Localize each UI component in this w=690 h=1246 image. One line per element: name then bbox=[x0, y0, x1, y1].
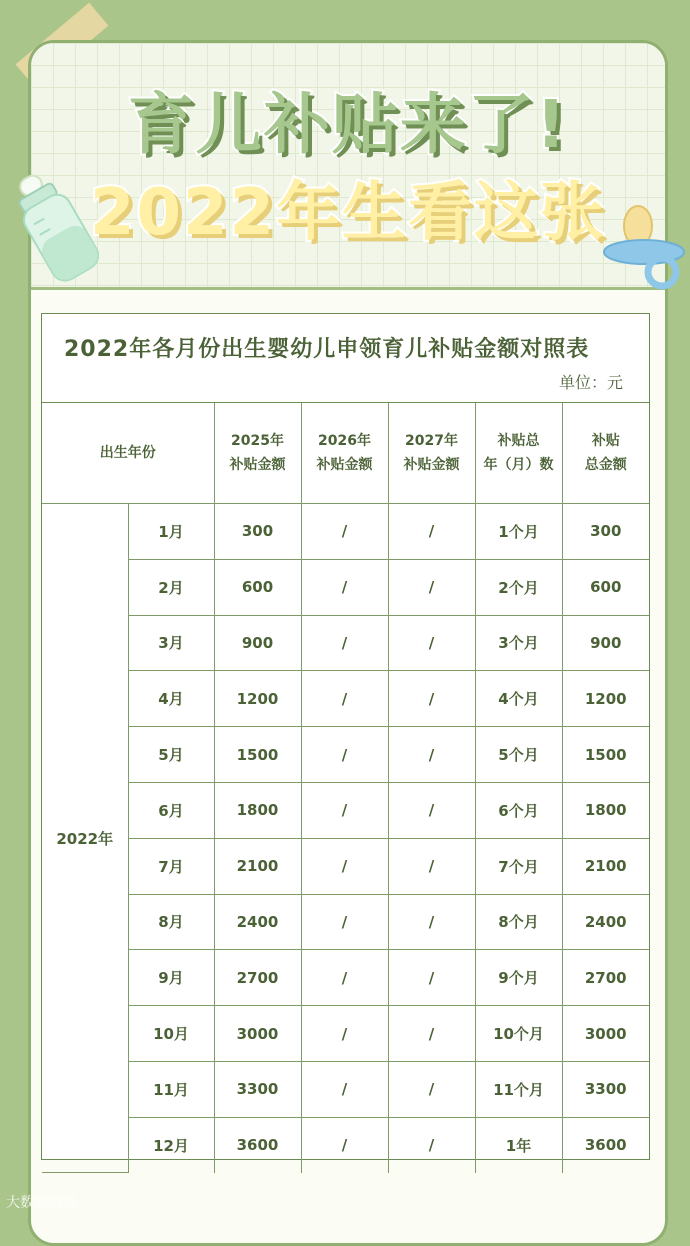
header-2026: 2026年 补贴金额 bbox=[301, 403, 388, 504]
amount-2027-cell: / bbox=[388, 782, 475, 838]
table-row bbox=[42, 1061, 649, 1117]
table-row bbox=[42, 950, 649, 1006]
amount-2027-cell: / bbox=[388, 504, 475, 560]
amount-2026-cell: / bbox=[301, 615, 388, 671]
month-cell: 8月 bbox=[128, 894, 214, 950]
amount-2027-cell: / bbox=[388, 1061, 475, 1117]
total-amount-cell: 1800 bbox=[562, 782, 649, 838]
header-birth: 出生年份 bbox=[42, 403, 214, 504]
amount-2027-cell: / bbox=[388, 615, 475, 671]
subsidy-table-panel bbox=[41, 313, 650, 1160]
amount-2026-cell: / bbox=[301, 782, 388, 838]
pacifier-icon bbox=[600, 190, 690, 290]
amount-2025-cell: 3000 bbox=[214, 1006, 301, 1062]
amount-2027-cell: / bbox=[388, 838, 475, 894]
subsidy-table bbox=[42, 403, 649, 1173]
watermark: 大数据眼镜 bbox=[6, 1195, 76, 1211]
header-total: 补贴 总金额 bbox=[562, 403, 649, 504]
amount-2025-cell: 2100 bbox=[214, 838, 301, 894]
table-header-row bbox=[42, 403, 649, 504]
amount-2026-cell: / bbox=[301, 727, 388, 783]
header-2025: 2025年 补贴金额 bbox=[214, 403, 301, 504]
amount-2027-cell: / bbox=[388, 950, 475, 1006]
month-count-cell: 10个月 bbox=[475, 1006, 562, 1062]
amount-2027-cell: / bbox=[388, 1006, 475, 1062]
header-2027: 2027年 补贴金额 bbox=[388, 403, 475, 504]
total-amount-cell: 900 bbox=[562, 615, 649, 671]
title-line-1: 育儿补贴来了! bbox=[127, 86, 569, 163]
total-amount-cell: 2400 bbox=[562, 894, 649, 950]
total-amount-cell: 3000 bbox=[562, 1006, 649, 1062]
month-count-cell: 1个月 bbox=[475, 504, 562, 560]
amount-2027-cell: / bbox=[388, 671, 475, 727]
amount-2027-cell: / bbox=[388, 727, 475, 783]
month-cell: 1月 bbox=[128, 504, 214, 560]
amount-2025-cell: 3300 bbox=[214, 1061, 301, 1117]
month-cell: 9月 bbox=[128, 950, 214, 1006]
table-row bbox=[42, 504, 649, 560]
month-count-cell: 4个月 bbox=[475, 671, 562, 727]
amount-2026-cell: / bbox=[301, 1061, 388, 1117]
header-months: 补贴总 年（月）数 bbox=[475, 403, 562, 504]
header-band bbox=[31, 43, 665, 290]
amount-2025-cell: 900 bbox=[214, 615, 301, 671]
month-cell: 11月 bbox=[128, 1061, 214, 1117]
amount-2025-cell: 1800 bbox=[214, 782, 301, 838]
amount-2027-cell: / bbox=[388, 894, 475, 950]
amount-2025-cell: 2400 bbox=[214, 894, 301, 950]
table-body bbox=[42, 504, 649, 1173]
month-cell: 3月 bbox=[128, 615, 214, 671]
month-cell: 6月 bbox=[128, 782, 214, 838]
month-count-cell: 11个月 bbox=[475, 1061, 562, 1117]
month-count-cell: 6个月 bbox=[475, 782, 562, 838]
total-amount-cell: 3300 bbox=[562, 1061, 649, 1117]
table-row bbox=[42, 1117, 649, 1172]
table-row bbox=[42, 1006, 649, 1062]
birth-year-cell: 2022年 bbox=[42, 504, 128, 1173]
table-row bbox=[42, 782, 649, 838]
table-title-row bbox=[42, 314, 649, 403]
amount-2025-cell: 300 bbox=[214, 504, 301, 560]
month-count-cell: 5个月 bbox=[475, 727, 562, 783]
amount-2026-cell: / bbox=[301, 504, 388, 560]
month-count-cell: 3个月 bbox=[475, 615, 562, 671]
table-row bbox=[42, 838, 649, 894]
total-amount-cell: 3600 bbox=[562, 1117, 649, 1172]
total-amount-cell: 1200 bbox=[562, 671, 649, 727]
amount-2025-cell: 1200 bbox=[214, 671, 301, 727]
total-amount-cell: 600 bbox=[562, 559, 649, 615]
total-amount-cell: 1500 bbox=[562, 727, 649, 783]
month-count-cell: 2个月 bbox=[475, 559, 562, 615]
month-cell: 5月 bbox=[128, 727, 214, 783]
amount-2026-cell: / bbox=[301, 1006, 388, 1062]
amount-2026-cell: / bbox=[301, 1117, 388, 1172]
amount-2025-cell: 2700 bbox=[214, 950, 301, 1006]
month-cell: 10月 bbox=[128, 1006, 214, 1062]
amount-2025-cell: 600 bbox=[214, 559, 301, 615]
table-row bbox=[42, 559, 649, 615]
month-cell: 2月 bbox=[128, 559, 214, 615]
amount-2026-cell: / bbox=[301, 894, 388, 950]
amount-2026-cell: / bbox=[301, 950, 388, 1006]
amount-2027-cell: / bbox=[388, 559, 475, 615]
table-row bbox=[42, 615, 649, 671]
total-amount-cell: 2700 bbox=[562, 950, 649, 1006]
amount-2026-cell: / bbox=[301, 559, 388, 615]
month-count-cell: 7个月 bbox=[475, 838, 562, 894]
month-cell: 12月 bbox=[128, 1117, 214, 1172]
table-row bbox=[42, 727, 649, 783]
table-row bbox=[42, 671, 649, 727]
baby-bottle-icon bbox=[8, 160, 118, 290]
month-count-cell: 8个月 bbox=[475, 894, 562, 950]
month-count-cell: 1年 bbox=[475, 1117, 562, 1172]
title-line-2: 2022年生看这张 bbox=[89, 176, 607, 250]
total-amount-cell: 300 bbox=[562, 504, 649, 560]
table-caption: 2022年各月份出生婴幼儿申领育儿补贴金额对照表 bbox=[64, 337, 590, 362]
amount-2026-cell: / bbox=[301, 838, 388, 894]
amount-2027-cell: / bbox=[388, 1117, 475, 1172]
month-cell: 7月 bbox=[128, 838, 214, 894]
month-count-cell: 9个月 bbox=[475, 950, 562, 1006]
amount-2026-cell: / bbox=[301, 671, 388, 727]
total-amount-cell: 2100 bbox=[562, 838, 649, 894]
amount-2025-cell: 1500 bbox=[214, 727, 301, 783]
month-cell: 4月 bbox=[128, 671, 214, 727]
table-row bbox=[42, 894, 649, 950]
unit-label: 单位：元 bbox=[558, 373, 623, 392]
amount-2025-cell: 3600 bbox=[214, 1117, 301, 1172]
